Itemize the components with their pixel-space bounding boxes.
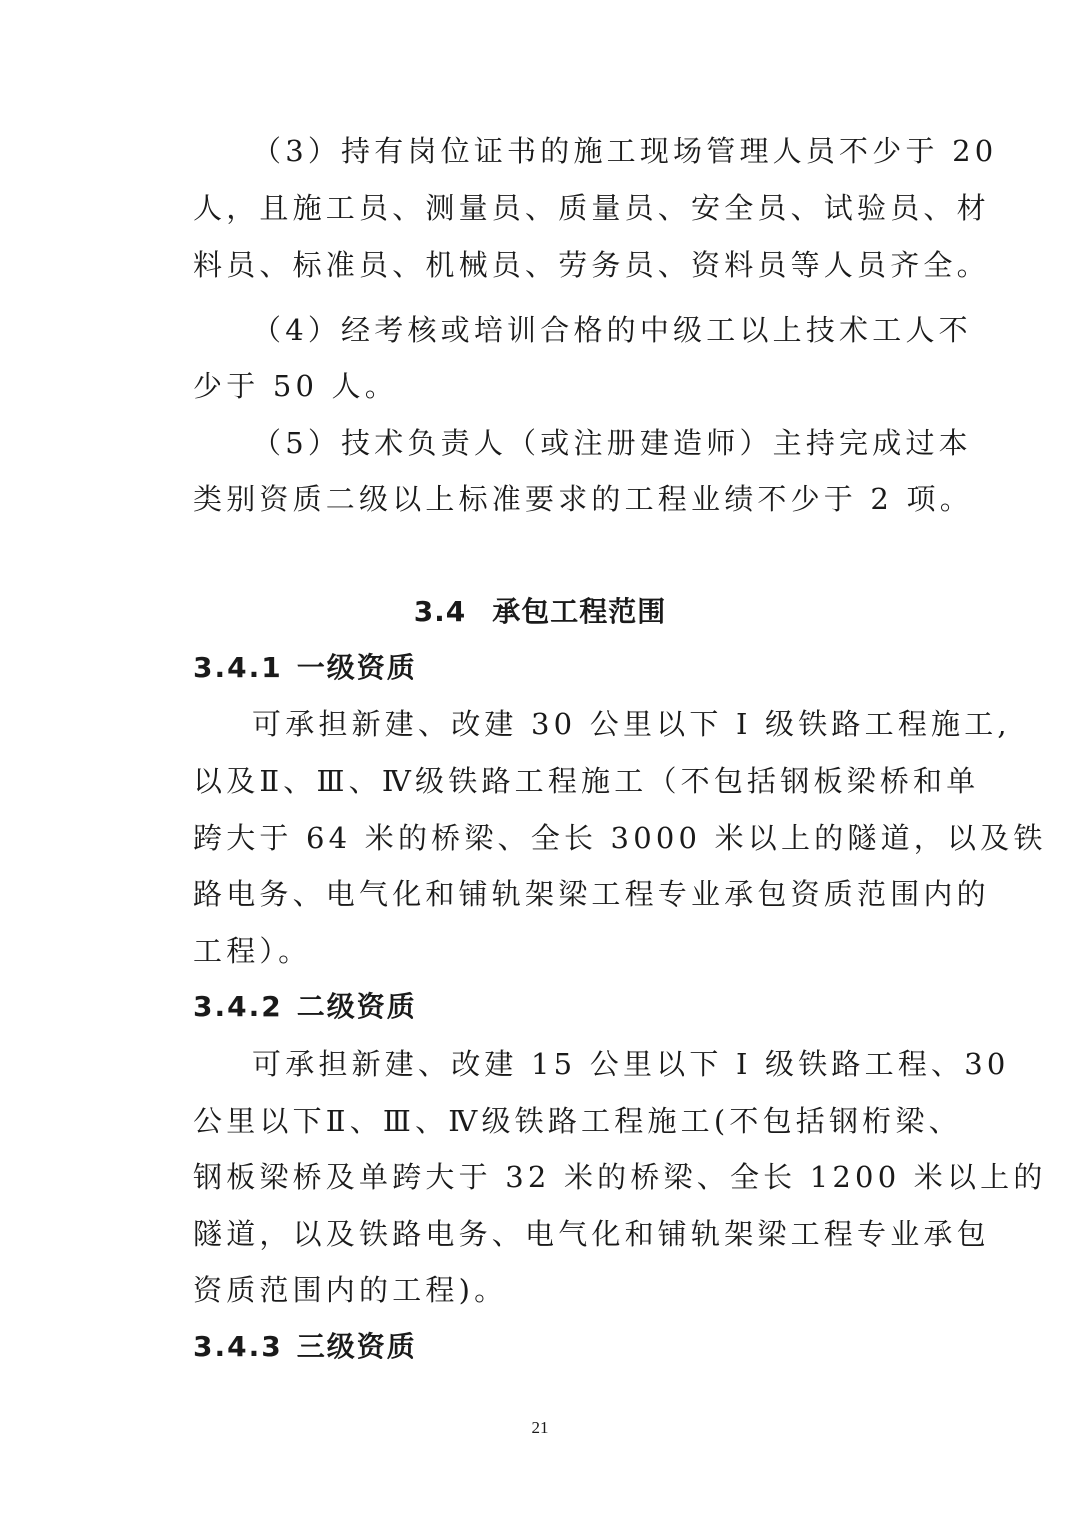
section-title-text: 承包工程范围 [492, 595, 667, 628]
section-heading [0, 592, 1080, 632]
subsection-title: 三级资质 [296, 1330, 417, 1363]
second-grade-line-5: 资质范围内的工程)。 [193, 1273, 508, 1307]
requirement-5-line-1: （5）技术负责人（或注册建造师）主持完成过本 [252, 426, 972, 460]
subsection-heading-third-grade [193, 1327, 417, 1367]
subsection-number: 3.4.3 [193, 1330, 283, 1363]
section-number: 3.4 [413, 595, 467, 628]
second-grade-line-4: 隧道，以及铁路电务、电气化和铺轨架梁工程专业承包 [193, 1217, 990, 1251]
requirement-4-line-1: （4）经考核或培训合格的中级工以上技术工人不 [252, 313, 972, 347]
second-grade-line-3: 钢板梁桥及单跨大于 32 米的桥梁、全长 1200 米以上的 [193, 1160, 1047, 1194]
first-grade-line-1: 可承担新建、改建 30 公里以下 I 级铁路工程施工, [252, 707, 1011, 741]
first-grade-line-2: 以及Ⅱ、Ⅲ、Ⅳ级铁路工程施工（不包括钢板梁桥和单 [193, 764, 980, 798]
requirement-3-line-2: 人，且施工员、测量员、质量员、安全员、试验员、材 [193, 191, 990, 225]
subsection-number: 3.4.1 [193, 651, 283, 684]
requirement-3-line-1: （3）持有岗位证书的施工现场管理人员不少于 20 [252, 134, 998, 168]
second-grade-line-1: 可承担新建、改建 15 公里以下 I 级铁路工程、30 [252, 1047, 1010, 1081]
requirement-3-line-3: 料员、标准员、机械员、劳务员、资料员等人员齐全。 [193, 248, 990, 282]
subsection-heading-second-grade [193, 987, 417, 1027]
subsection-number: 3.4.2 [193, 990, 283, 1023]
subsection-title: 一级资质 [296, 651, 417, 684]
first-grade-line-3: 跨大于 64 米的桥梁、全长 3000 米以上的隧道，以及铁 [193, 821, 1047, 855]
first-grade-line-4: 路电务、电气化和铺轨架梁工程专业承包资质范围内的 [193, 877, 990, 911]
page-number: 21 [531, 1418, 549, 1437]
requirement-5-line-2: 类别资质二级以上标准要求的工程业绩不少于 2 项。 [193, 482, 973, 516]
subsection-heading-first-grade [193, 648, 417, 688]
requirement-4-line-2: 少于 50 人。 [193, 369, 398, 403]
subsection-title: 二级资质 [296, 990, 417, 1023]
second-grade-line-2: 公里以下Ⅱ、Ⅲ、Ⅳ级铁路工程施工(不包括钢桁梁、 [193, 1104, 962, 1138]
first-grade-line-5: 工程）。 [193, 934, 312, 968]
